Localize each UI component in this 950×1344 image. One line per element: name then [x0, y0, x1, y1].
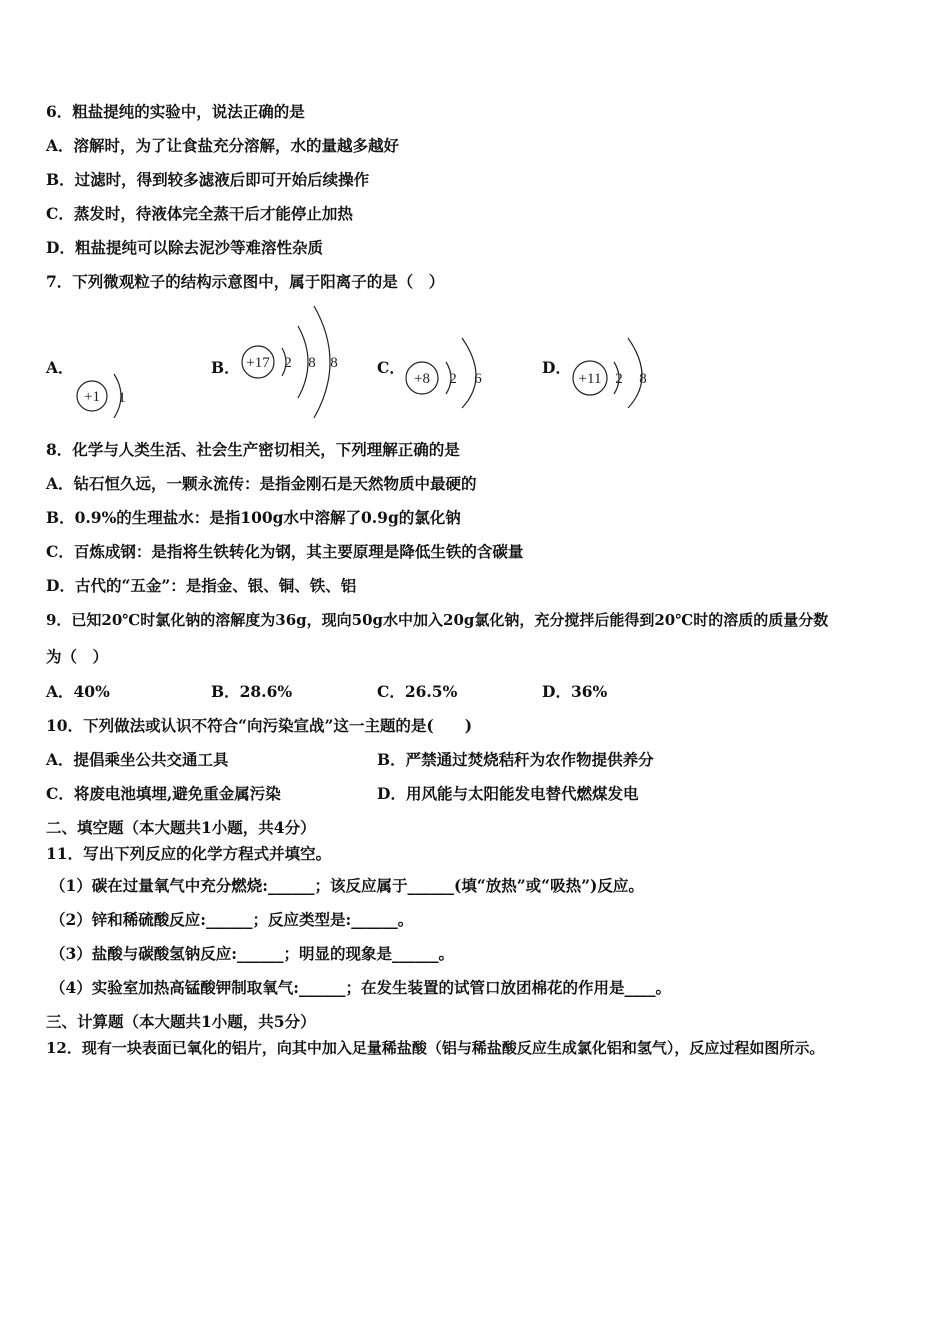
q8-stem: 8．化学与人类生活、社会生产密切相关，下列理解正确的是: [46, 440, 460, 459]
q7-option-b-label: B．: [211, 358, 240, 377]
q9-option-c: C．26.5%: [377, 682, 458, 701]
q10-stem: 10．下列做法或认识不符合“向污染宣战”这一主题的是( ): [46, 716, 473, 735]
q11-part-1: （1）碳在过量氧气中充分燃烧:______；该反应属于______(填“放热”或“吸热”)反应。: [50, 876, 644, 895]
q6-option-c: C．蒸发时，待液体完全蒸干后才能停止加热: [46, 204, 353, 223]
q11-part-3: （3）盐酸与碳酸氢钠反应:______；明显的现象是______。: [50, 944, 455, 963]
q7-c-shell-1: 2: [449, 371, 457, 387]
q7-a-shell-1: 1: [118, 390, 126, 406]
q11-part-4: （4）实验室加热高锰酸钾制取氧气:______；在发生装置的试管口放团棉花的作用是____。: [50, 978, 672, 997]
q7-option-c-label: C．: [377, 358, 405, 377]
q7-option-d-label: D．: [542, 358, 571, 377]
q11-part-2: （2）锌和稀硫酸反应:______；反应类型是:______。: [50, 910, 414, 929]
q9-option-b: B．28.6%: [211, 682, 293, 701]
q7-option-a-label: A．: [46, 358, 74, 377]
section2-heading: 二、填空题（本大题共1小题，共4分）: [46, 818, 316, 837]
q9-stem-line2: 为（ ）: [46, 647, 109, 666]
q10-option-b: B．严禁通过焚烧秸秆为农作物提供养分: [377, 750, 654, 769]
q7-c-shell-2: 6: [474, 371, 482, 387]
q8-option-d: D．古代的“五金”：是指金、银、铜、铁、铝: [46, 576, 357, 595]
q7-option-c-diagram: [400, 332, 495, 416]
q7-stem: 7．下列微观粒子的结构示意图中，属于阳离子的是（ ）: [46, 272, 445, 291]
q7-b-shell-1: 2: [284, 355, 292, 371]
q7-option-d-diagram: [566, 332, 661, 416]
q6-option-a: A．溶解时，为了让食盐充分溶解，水的量越多越好: [46, 136, 400, 155]
q7-b-shell-2: 8: [308, 355, 316, 371]
q7-c-nucleus: +8: [414, 371, 430, 387]
q6-stem: 6．粗盐提纯的实验中，说法正确的是: [46, 102, 305, 121]
q9-option-a: A．40%: [46, 682, 110, 701]
q7-b-nucleus: +17: [246, 355, 270, 371]
q7-a-nucleus: +1: [84, 389, 100, 405]
q7-b-shell-3: 8: [330, 355, 338, 371]
q6-option-d: D．粗盐提纯可以除去泥沙等难溶性杂质: [46, 238, 323, 257]
q7-d-nucleus: +11: [578, 371, 602, 387]
q8-option-a: A．钻石恒久远，一颗永流传：是指金刚石是天然物质中最硬的: [46, 474, 477, 493]
q7-option-a-diagram: [70, 368, 140, 422]
q6-option-b: B．过滤时，得到较多滤液后即可开始后续操作: [46, 170, 370, 189]
q9-stem-line1: 9．已知20℃时氯化钠的溶解度为36g，现向50g水中加入20g氯化钠，充分搅拌后能得到20℃时的溶质的质量分数: [46, 611, 829, 629]
q8-option-c: C．百炼成钢：是指将生铁转化为钢，其主要原理是降低生铁的含碳量: [46, 542, 524, 561]
q8-option-b: B．0.9%的生理盐水：是指100g水中溶解了0.9g的氯化钠: [46, 508, 461, 527]
q9-option-d: D．36%: [542, 682, 608, 701]
q7-option-b-diagram: [236, 302, 356, 426]
section3-heading: 三、计算题（本大题共1小题，共5分）: [46, 1012, 316, 1031]
q10-option-d: D．用风能与太阳能发电替代燃煤发电: [377, 784, 639, 803]
q10-option-c: C．将废电池填埋,避免重金属污染: [46, 784, 281, 803]
q10-option-a: A．提倡乘坐公共交通工具: [46, 750, 229, 769]
q11-stem: 11．写出下列反应的化学方程式并填空。: [46, 844, 332, 863]
q7-d-shell-2: 8: [639, 371, 647, 387]
q7-d-shell-1: 2: [615, 371, 623, 387]
q12-stem: 12．现有一块表面已氧化的铝片，向其中加入足量稀盐酸（铝与稀盐酸反应生成氯化铝和氢气），反应过程如图所示。: [46, 1039, 825, 1057]
